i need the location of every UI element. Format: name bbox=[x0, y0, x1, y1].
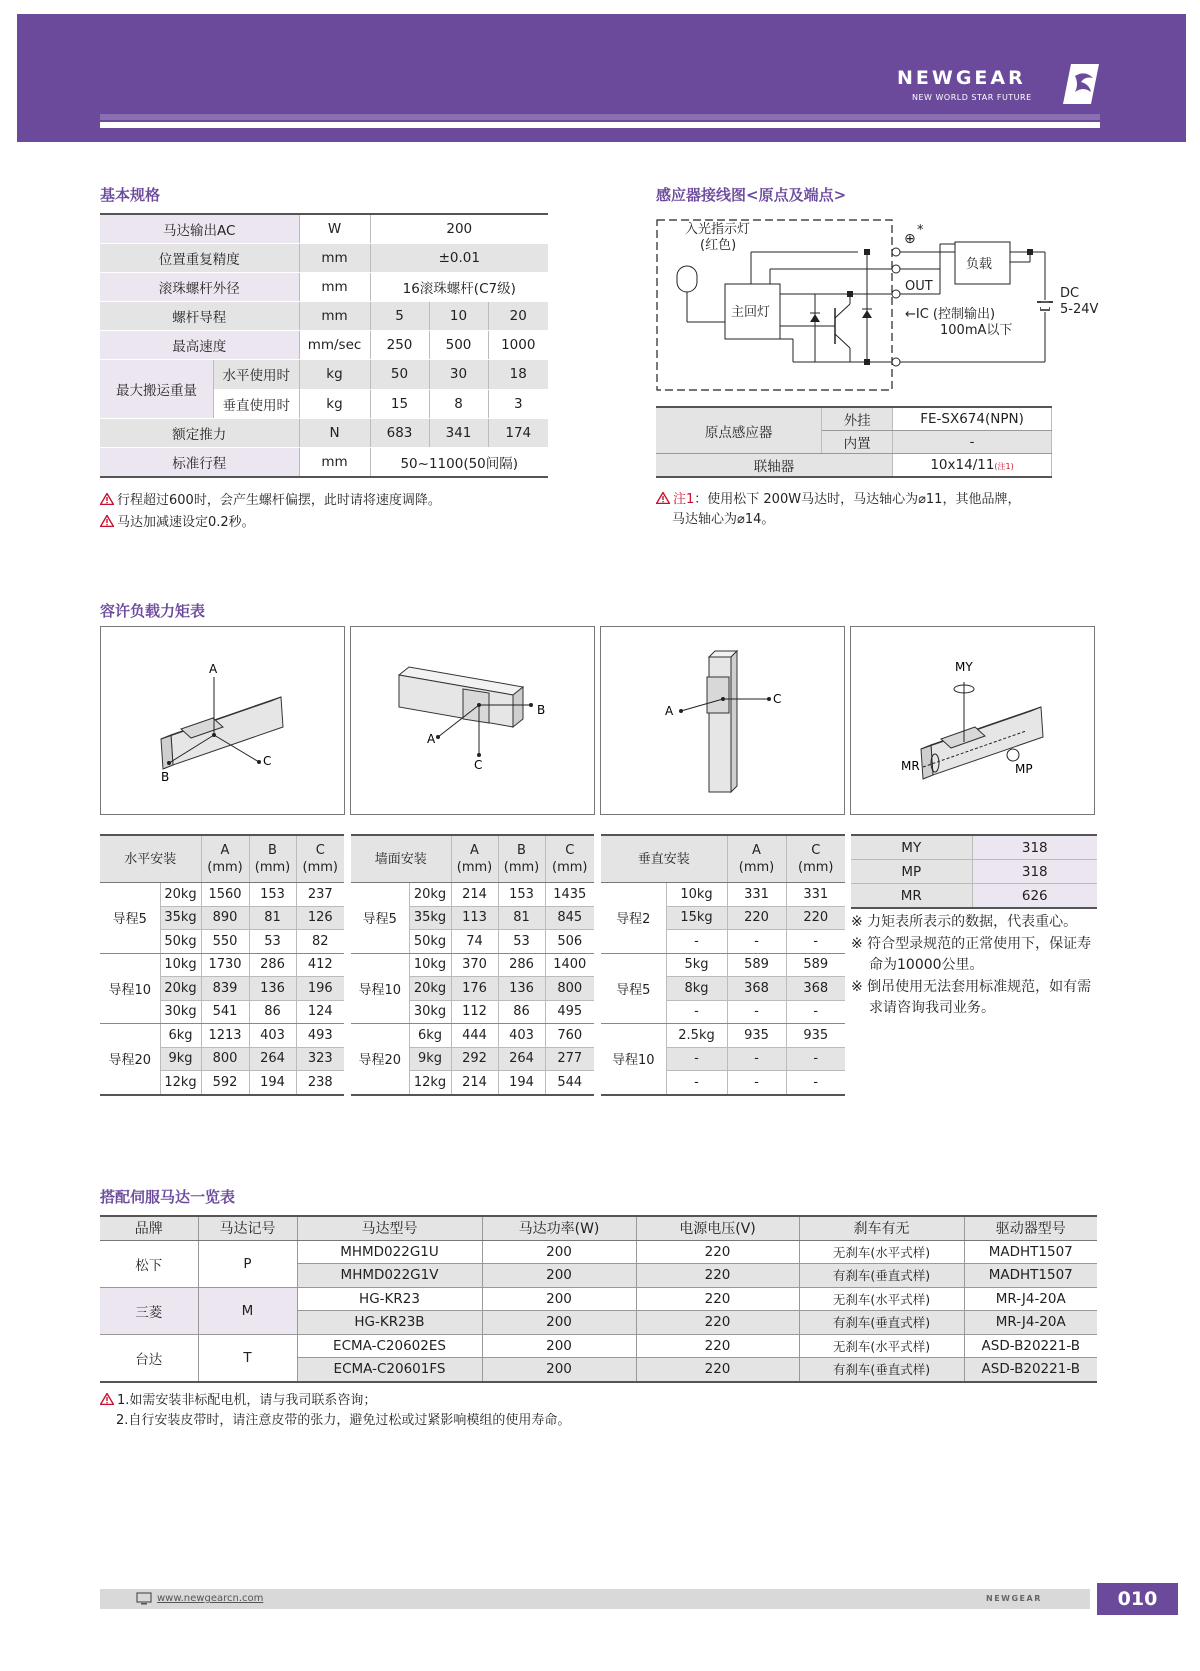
moment-note: ※ 倒吊使用无法套用标准规范，如有需求请咨询我司业务。 bbox=[851, 978, 1092, 1016]
table-row: 12kg 214 194 544 bbox=[351, 1071, 594, 1095]
spec-note bbox=[100, 511, 255, 530]
lead-cell: 导程20 bbox=[351, 1024, 409, 1095]
spec-value: 500 bbox=[429, 331, 488, 360]
table-header: C (mm) bbox=[545, 835, 594, 883]
table-header: A (mm) bbox=[451, 835, 498, 883]
spec-row bbox=[100, 448, 548, 478]
table-row: MY 318 bbox=[851, 835, 1097, 860]
spec-row bbox=[100, 331, 548, 360]
vertical-load-table bbox=[601, 834, 845, 1096]
coupling-label: 联轴器 bbox=[656, 454, 893, 478]
motor-note-text: 1.如需安装非标配电机，请与我司联系咨询； bbox=[117, 1393, 377, 1408]
page-header bbox=[17, 14, 1186, 142]
spec-unit: N bbox=[299, 419, 370, 448]
horizontal-load-table bbox=[100, 834, 344, 1096]
spec-row bbox=[100, 302, 548, 331]
sensor-note-text: ：使用松下 200W马达时，马达轴心为⌀11，其他品牌， bbox=[694, 492, 1021, 507]
mr-label: MR bbox=[901, 759, 920, 773]
brand-logo-icon bbox=[1061, 62, 1101, 106]
spec-unit: mm bbox=[299, 244, 370, 273]
spec-value: 5 bbox=[370, 302, 429, 331]
table-header-row bbox=[100, 835, 344, 883]
code-cell: M bbox=[198, 1287, 297, 1334]
spec-sublabel: 水平使用时 bbox=[214, 360, 299, 390]
warning-icon bbox=[100, 493, 114, 505]
header-stripe bbox=[100, 122, 1100, 128]
table-header: 水平安装 bbox=[100, 835, 201, 883]
lead-cell: 导程5 bbox=[601, 953, 666, 1024]
spec-value: 250 bbox=[370, 331, 429, 360]
sensor-external-label: 外挂 bbox=[822, 407, 893, 431]
warning-icon bbox=[100, 1393, 114, 1405]
table-header: A (mm) bbox=[201, 835, 249, 883]
spec-value: 20 bbox=[488, 302, 548, 331]
brand-cell: 三菱 bbox=[100, 1287, 198, 1334]
table-header: C (mm) bbox=[786, 835, 845, 883]
indicator-color-label: (红色) bbox=[700, 238, 737, 253]
spec-row bbox=[100, 214, 548, 244]
indicator-label: 入光指示灯 bbox=[685, 222, 751, 237]
spec-label: 最高速度 bbox=[100, 331, 299, 360]
spec-unit: mm bbox=[299, 273, 370, 302]
spec-value: ±0.01 bbox=[370, 244, 548, 273]
coupling-note-ref: (注1) bbox=[994, 462, 1014, 471]
spec-label: 位置重复精度 bbox=[100, 244, 299, 273]
spec-value: 50~1100(50间隔) bbox=[370, 448, 548, 478]
table-row: MHMD022G1V 200 220 有刹车(垂直式样) MADHT1507 bbox=[100, 1264, 1097, 1288]
wall-load-table bbox=[351, 834, 594, 1096]
voltage-label: 5-24V bbox=[1060, 302, 1099, 317]
table-row: 15kg 220 220 bbox=[601, 906, 845, 930]
lead-cell: 导程10 bbox=[601, 1024, 666, 1095]
sensor-note-prefix: 注1 bbox=[673, 492, 695, 507]
plus-label: ⊕ bbox=[904, 231, 916, 247]
terminal-ic bbox=[892, 358, 900, 366]
table-row: 50kg 74 53 506 bbox=[351, 930, 594, 954]
spec-note bbox=[100, 489, 441, 508]
axis-a-label: A bbox=[665, 704, 674, 718]
sensor-row bbox=[656, 407, 1052, 431]
spec-value: 30 bbox=[429, 360, 488, 390]
code-cell: P bbox=[198, 1240, 297, 1287]
spec-value: 18 bbox=[488, 360, 548, 390]
table-row: 导程10 10kg 1730 286 412 bbox=[100, 953, 344, 977]
brand-cell: 台达 bbox=[100, 1334, 198, 1382]
table-row: 50kg 550 53 82 bbox=[100, 930, 344, 954]
table-header-row bbox=[601, 835, 845, 883]
table-row: 35kg 890 81 126 bbox=[100, 906, 344, 930]
spec-table bbox=[100, 213, 548, 478]
table-row: MP 318 bbox=[851, 860, 1097, 884]
main-circuit-label: 主回灯 bbox=[731, 305, 771, 320]
table-header-row: 品牌 马达记号 马达型号 马达功率(W) 电源电压(V) 刹车有无 驱动器型号 bbox=[100, 1216, 1097, 1240]
axis-c-label: C bbox=[263, 754, 272, 768]
spec-value: 15 bbox=[370, 389, 429, 419]
lead-cell: 导程2 bbox=[601, 883, 666, 954]
moment-notes bbox=[851, 912, 1097, 1020]
monitor-icon bbox=[136, 1592, 152, 1605]
load-label: 负载 bbox=[966, 257, 993, 272]
lead-cell: 导程20 bbox=[100, 1024, 160, 1095]
header-stripe bbox=[100, 114, 1100, 120]
table-header: B (mm) bbox=[249, 835, 296, 883]
table-row: 松下 P MHMD022G1U 200 220 无刹车(水平式样) MADHT1507 bbox=[100, 1240, 1097, 1264]
lead-cell: 导程5 bbox=[100, 883, 160, 954]
spec-value: 16滚珠螺杆(C7级) bbox=[370, 273, 548, 302]
horizontal-mount-diagram bbox=[100, 626, 345, 815]
spec-unit: mm bbox=[299, 448, 370, 478]
table-header: C (mm) bbox=[296, 835, 344, 883]
table-row: 导程20 6kg 1213 403 493 bbox=[100, 1024, 344, 1048]
coupling-value-text: 10x14/11 bbox=[930, 457, 995, 473]
table-row: 导程5 5kg 589 589 bbox=[601, 953, 845, 977]
code-cell: T bbox=[198, 1334, 297, 1382]
spec-label-group bbox=[100, 360, 299, 419]
lead-cell: 导程5 bbox=[351, 883, 409, 954]
star-label: * bbox=[917, 223, 924, 238]
mp-label: MP bbox=[1015, 762, 1033, 776]
warning-icon bbox=[100, 515, 114, 527]
sensor-section-title: 感应器接线图<原点及端点> bbox=[656, 186, 847, 204]
axis-a-label: A bbox=[427, 732, 436, 746]
spec-value: 683 bbox=[370, 419, 429, 448]
my-label: MY bbox=[955, 660, 973, 674]
spec-row bbox=[100, 273, 548, 302]
sensor-internal-value: - bbox=[893, 431, 1052, 454]
spec-value: 8 bbox=[429, 389, 488, 419]
table-row: 20kg 176 136 800 bbox=[351, 977, 594, 1001]
table-row: - - - bbox=[601, 1047, 845, 1071]
lead-cell: 导程10 bbox=[351, 953, 409, 1024]
spec-label: 螺杆导程 bbox=[100, 302, 299, 331]
spec-value: 10 bbox=[429, 302, 488, 331]
table-header-row bbox=[351, 835, 594, 883]
spec-row bbox=[100, 244, 548, 273]
table-row: 导程10 2.5kg 935 935 bbox=[601, 1024, 845, 1048]
spec-unit: mm/sec bbox=[299, 331, 370, 360]
sensor-table bbox=[656, 406, 1052, 478]
rotational-moment-diagram bbox=[850, 626, 1095, 815]
table-row: 30kg 541 86 124 bbox=[100, 1000, 344, 1024]
spec-unit: kg bbox=[299, 360, 370, 390]
table-row: 导程20 6kg 444 403 760 bbox=[351, 1024, 594, 1048]
brand-slogan: NEW WORLD STAR FUTURE bbox=[912, 93, 1032, 102]
table-row: 导程2 10kg 331 331 bbox=[601, 883, 845, 907]
motor-section-title: 搭配伺服马达一览表 bbox=[100, 1188, 236, 1206]
lead-cell: 导程10 bbox=[100, 953, 160, 1024]
spec-row bbox=[100, 360, 548, 390]
table-row: - - - bbox=[601, 1071, 845, 1095]
warning-icon bbox=[656, 492, 670, 504]
page-number: 010 bbox=[1097, 1583, 1178, 1615]
wall-mount-diagram bbox=[350, 626, 595, 815]
spec-label: 标准行程 bbox=[100, 448, 299, 478]
out-label: OUT bbox=[905, 279, 933, 294]
axis-c-label: C bbox=[474, 758, 483, 772]
sensor-note-line2: 马达轴心为⌀14。 bbox=[672, 512, 775, 527]
rotational-moment-table bbox=[851, 834, 1097, 909]
table-row: 台达 T ECMA-C20602ES 200 220 无刹车(水平式样) ASD-B20221-B bbox=[100, 1334, 1097, 1358]
motor-note bbox=[100, 1389, 376, 1408]
spec-unit: W bbox=[299, 214, 370, 244]
table-header: B (mm) bbox=[498, 835, 545, 883]
current-label: 100mA以下 bbox=[940, 323, 1013, 338]
sensor-note bbox=[656, 488, 1020, 507]
sensor-external-value: FE-SX674(NPN) bbox=[893, 407, 1052, 431]
moment-note: ※ 符合型录规范的正常使用下，保证寿命为10000公里。 bbox=[851, 935, 1092, 973]
table-row: 导程5 20kg 214 153 1435 bbox=[351, 883, 594, 907]
table-header: 垂直安装 bbox=[601, 835, 727, 883]
moment-section-title: 容许负载力矩表 bbox=[100, 602, 206, 620]
table-row: 9kg 292 264 277 bbox=[351, 1047, 594, 1071]
spec-value: 50 bbox=[370, 360, 429, 390]
table-row: 30kg 112 86 495 bbox=[351, 1000, 594, 1024]
spec-note-text: 行程超过600时，会产生螺杆偏摆，此时请将速度调降。 bbox=[117, 493, 441, 508]
spec-value: 1000 bbox=[488, 331, 548, 360]
spec-label: 马达输出AC bbox=[100, 214, 299, 244]
website-link[interactable]: www.newgearcn.com bbox=[157, 1593, 264, 1604]
terminal-out bbox=[892, 290, 900, 298]
spec-sublabel: 垂直使用时 bbox=[214, 390, 299, 419]
spec-unit: kg bbox=[299, 389, 370, 419]
spec-value: 174 bbox=[488, 419, 548, 448]
spec-note-text: 马达加减速设定0.2秒。 bbox=[117, 515, 255, 530]
axis-b-label: B bbox=[537, 703, 546, 717]
sensor-row bbox=[656, 454, 1052, 478]
table-row: 12kg 592 194 238 bbox=[100, 1071, 344, 1095]
led-indicator-icon bbox=[677, 266, 697, 292]
brand-logo-text: NEWGEAR bbox=[897, 67, 1026, 89]
table-row: 35kg 113 81 845 bbox=[351, 906, 594, 930]
motor-table bbox=[100, 1215, 1097, 1383]
spec-section-title: 基本规格 bbox=[100, 186, 161, 204]
brand-cell: 松下 bbox=[100, 1240, 198, 1287]
axis-c-label: C bbox=[773, 692, 782, 706]
table-header: 墙面安装 bbox=[351, 835, 451, 883]
spec-label: 最大搬运重量 bbox=[100, 360, 214, 418]
moment-note: ※ 力矩表所表示的数据，代表重心。 bbox=[851, 914, 1078, 930]
table-row: MR 626 bbox=[851, 884, 1097, 909]
sensor-wiring-diagram bbox=[655, 214, 1105, 394]
spec-value: 3 bbox=[488, 389, 548, 419]
vertical-mount-diagram bbox=[600, 626, 845, 815]
table-row: 20kg 839 136 196 bbox=[100, 977, 344, 1001]
footer-brand-logo: NEWGEAR bbox=[986, 1594, 1042, 1603]
table-header: A (mm) bbox=[727, 835, 786, 883]
table-row: 三菱 M HG-KR23 200 220 无刹车(水平式样) MR-J4-20A bbox=[100, 1287, 1097, 1311]
spec-unit: mm bbox=[299, 302, 370, 331]
table-row: HG-KR23B 200 220 有刹车(垂直式样) MR-J4-20A bbox=[100, 1311, 1097, 1335]
motor-note-text: 2.自行安装皮带时，请注意皮带的张力，避免过松或过紧影响模组的使用寿命。 bbox=[116, 1413, 571, 1428]
spec-value: 341 bbox=[429, 419, 488, 448]
sensor-internal-label: 内置 bbox=[822, 431, 893, 454]
table-row: 导程10 10kg 370 286 1400 bbox=[351, 953, 594, 977]
spec-label: 额定推力 bbox=[100, 419, 299, 448]
table-row: - - - bbox=[601, 1000, 845, 1024]
sensor-origin-label: 原点感应器 bbox=[656, 407, 822, 454]
terminal-minus bbox=[892, 265, 900, 273]
table-row: 导程5 20kg 1560 153 237 bbox=[100, 883, 344, 907]
dc-label: DC bbox=[1060, 286, 1080, 301]
coupling-value bbox=[893, 454, 1052, 478]
spec-row bbox=[100, 419, 548, 448]
axis-b-label: B bbox=[161, 770, 170, 784]
ic-label: ←IC (控制输出) bbox=[905, 307, 996, 322]
terminal-plus bbox=[892, 248, 900, 256]
spec-value: 200 bbox=[370, 214, 548, 244]
axis-a-label: A bbox=[209, 662, 218, 676]
table-row: - - - bbox=[601, 930, 845, 954]
spec-label: 滚珠螺杆外径 bbox=[100, 273, 299, 302]
table-row: 8kg 368 368 bbox=[601, 977, 845, 1001]
table-row: ECMA-C20601FS 200 220 有刹车(垂直式样) ASD-B20221-B bbox=[100, 1358, 1097, 1382]
table-row: 9kg 800 264 323 bbox=[100, 1047, 344, 1071]
